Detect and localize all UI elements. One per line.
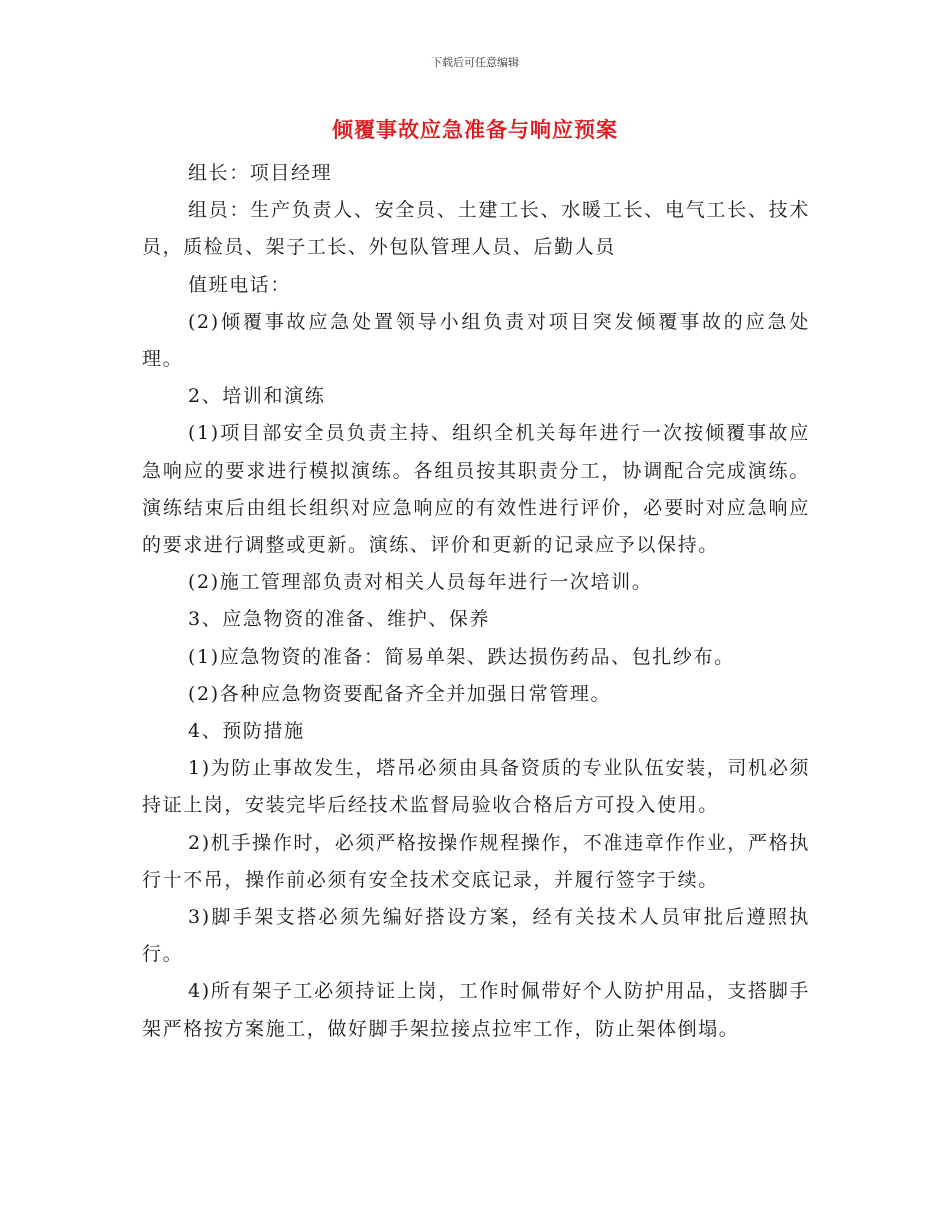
paragraph-prevention-4: 4)所有架子工必须持证上岗，工作时佩带好个人防护用品，支搭脚手架严格按方案施工，做好脚手架拉接点拉牢工作，防止架体倒塌。 — [142, 980, 810, 1040]
section-heading-training: 2、培训和演练 — [188, 385, 326, 408]
paragraph-members: 组员：生产负责人、安全员、土建工长、水暖工长、电气工长、技术员，质检员、架子工长、外包队管理人员、后勤人员 — [142, 199, 810, 259]
paragraph-duty-phone: 值班电话： — [188, 273, 292, 296]
paragraph-drill: (1)项目部安全员负责主持、组织全机关每年进行一次按倾覆事故应急响应的要求进行模拟演练。各组员按其职责分工，协调配合完成演练。演练结束后由组长组织对应急响应的有效性进行评价，必要时对应急响应的要求进行调整或更新。演练、评价和更新的记录应予以保持。 — [142, 422, 810, 557]
section-heading-prevention: 4、预防措施 — [188, 720, 305, 743]
paragraph-prevention-2: 2)机手操作时，必须严格按操作规程操作，不准违章作作业，严格执行十不吊，操作前必须有安全技术交底记录，并履行签字于续。 — [142, 831, 810, 891]
paragraph-leader: 组长：项目经理 — [188, 162, 333, 184]
paragraph-training: (2)施工管理部负责对相关人员每年进行一次培训。 — [188, 571, 653, 594]
page-header: 下载后可任意编辑 — [431, 56, 519, 69]
section-heading-supplies: 3、应急物资的准备、维护、保养 — [188, 608, 491, 631]
paragraph-supplies-prep: (1)应急物资的准备：简易单架、跌达损伤药品、包扎纱布。 — [188, 645, 735, 668]
document-title: 倾覆事故应急准备与响应预案 — [332, 117, 618, 142]
paragraph-prevention-3: 3)脚手架支搭必须先编好搭设方案，经有关技术人员审批后遵照执行。 — [142, 906, 810, 966]
document-body — [142, 155, 810, 1048]
paragraph-leading-group: (2)倾覆事故应急处置领导小组负责对项目突发倾覆事故的应急处理。 — [142, 310, 810, 371]
paragraph-supplies-manage: (2)各种应急物资要配备齐全并加强日常管理。 — [188, 682, 612, 705]
paragraph-prevention-1: 1)为防止事故发生，塔吊必须由具备资质的专业队伍安装，司机必须持证上岗，安装完毕后经技术监督局验收合格后方可投入使用。 — [142, 757, 810, 817]
